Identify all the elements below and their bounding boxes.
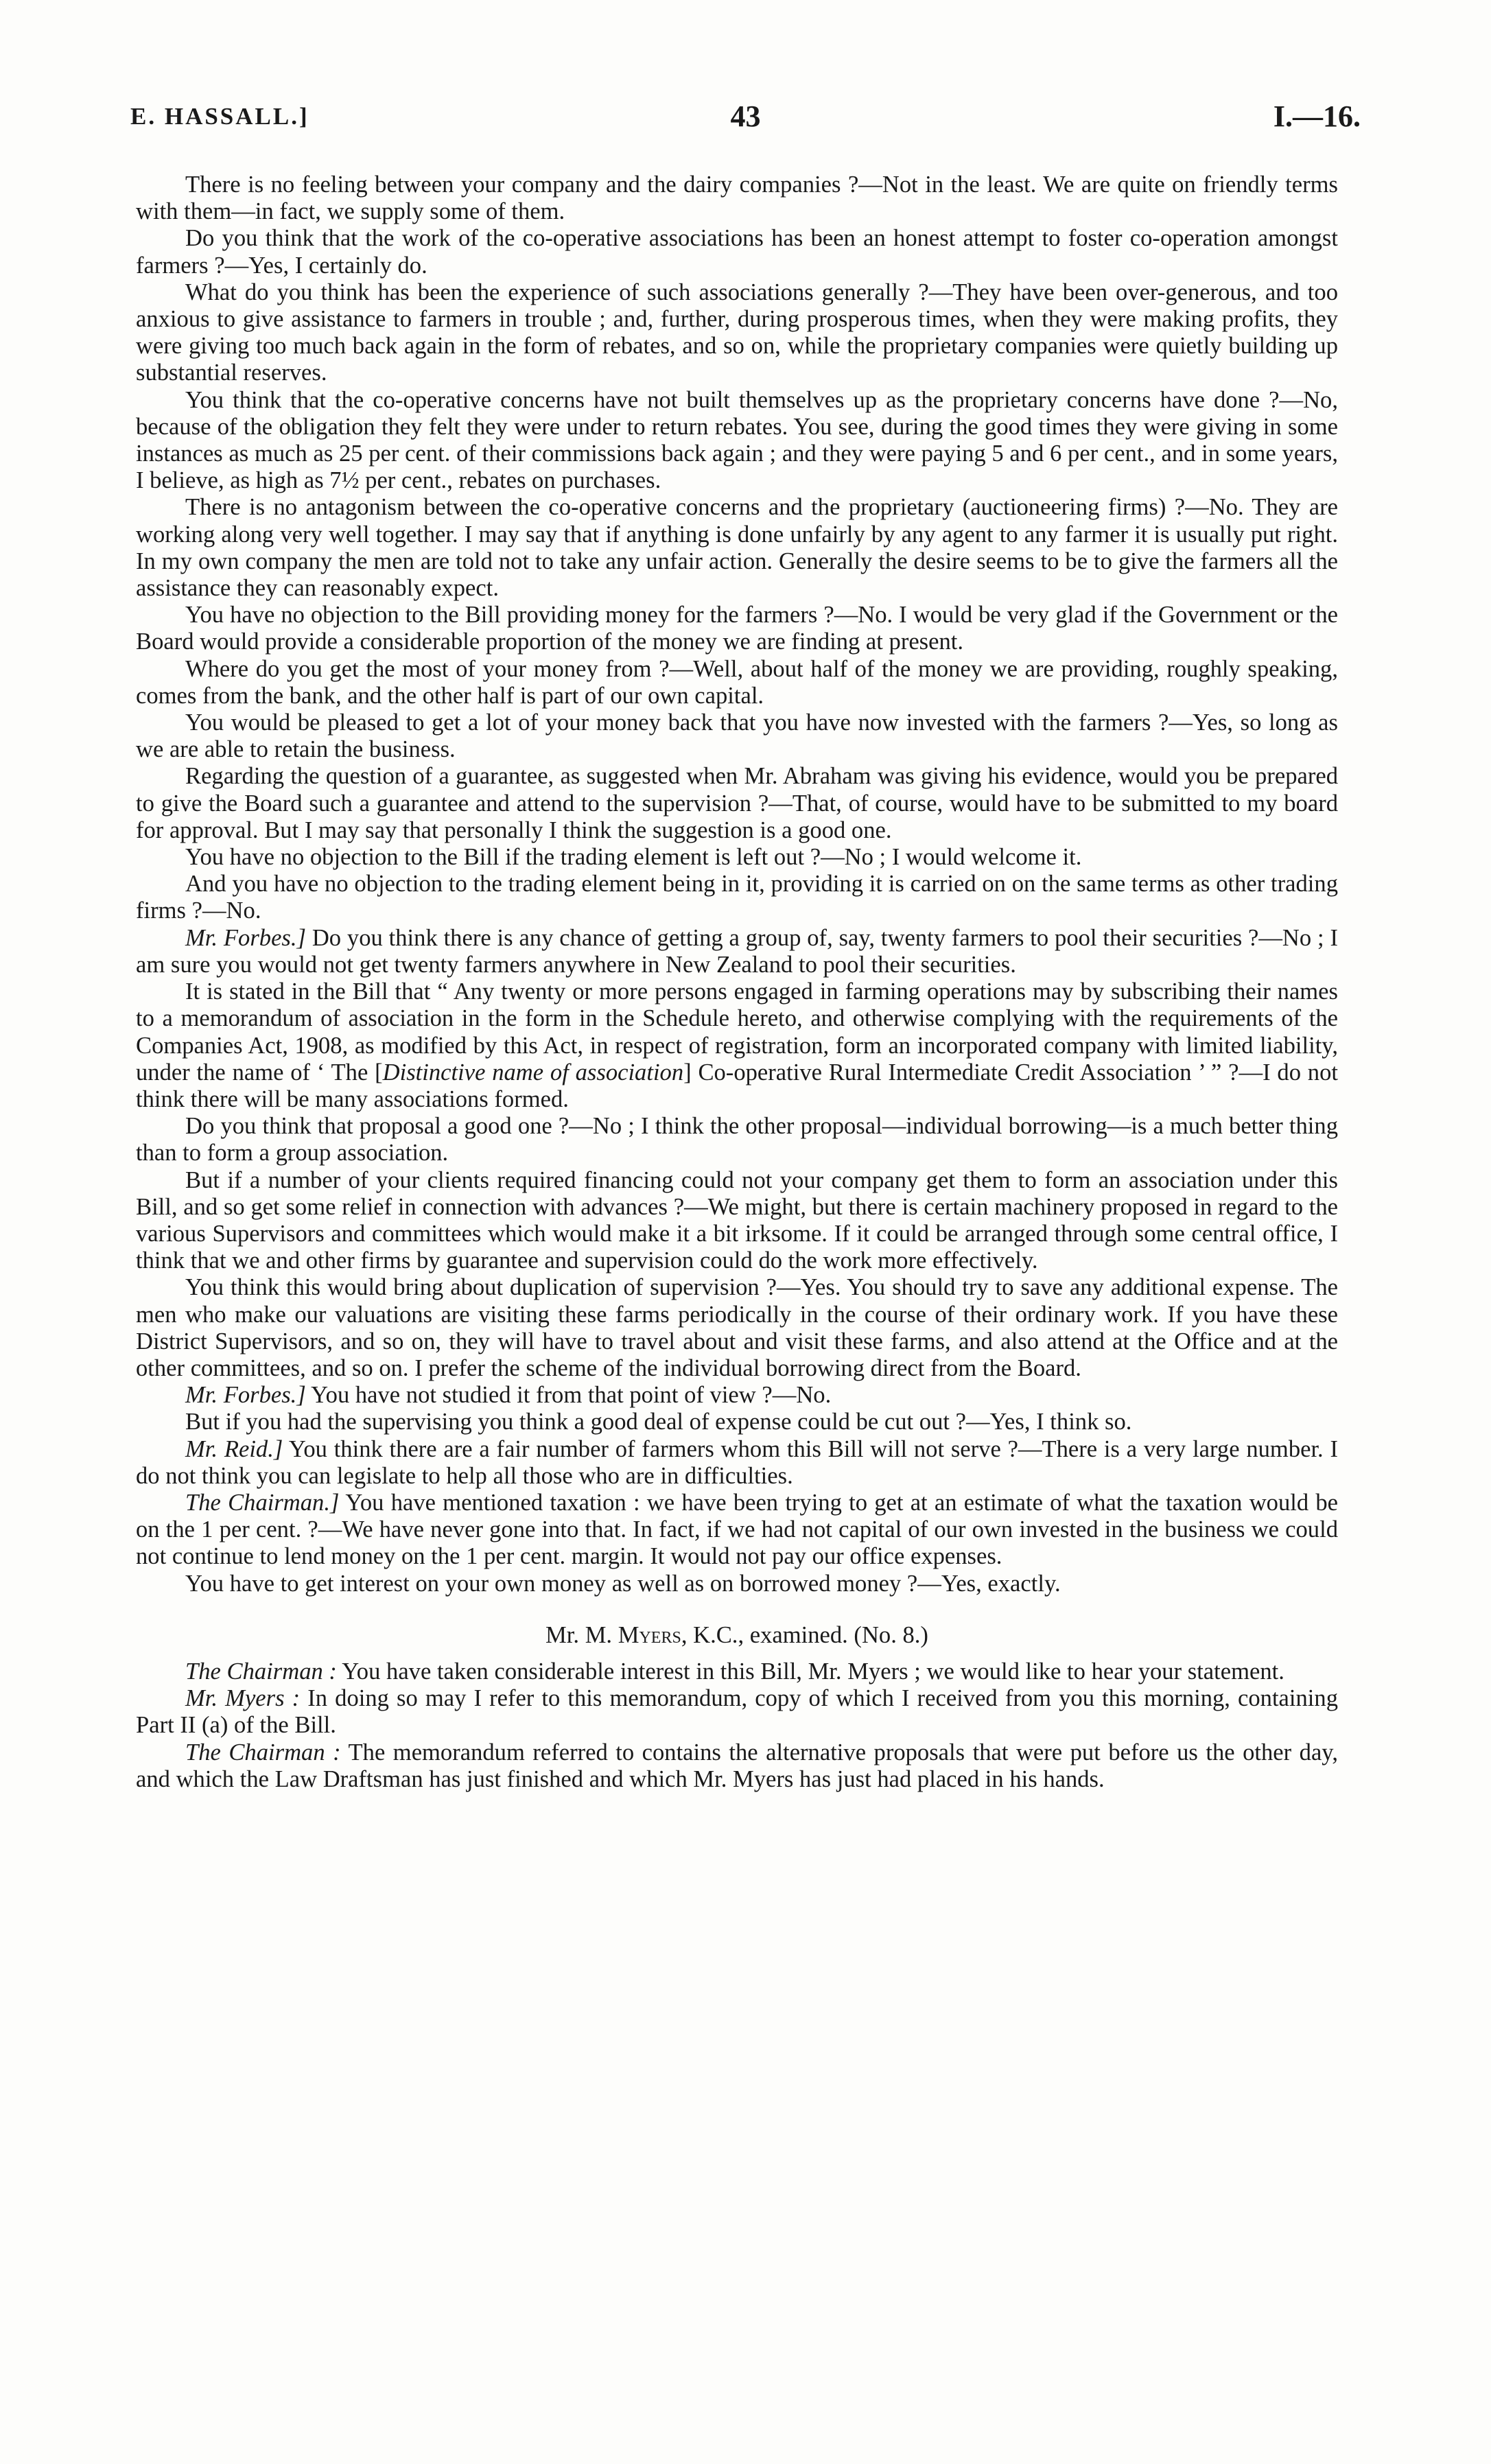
question-paragraph	[136, 1436, 1338, 1490]
paragraph: You think that the co-operative concerns have not built themselves up as the proprietary concerns have done ?—No, because of the obligation they felt they were under to return rebates. You see, during the good times they were giving in some instances as much as 25 per cent. of their commissions back again ; and they were paying 5 and 6 per cent., and in some years, I believe, as high as 7½ per cent., rebates on purchases.	[136, 386, 1338, 494]
question-paragraph	[136, 1382, 1338, 1409]
speaker-label: Mr. Reid.]	[185, 1435, 283, 1462]
page-body	[136, 172, 1338, 1793]
paragraph: Where do you get the most of your money from ?—Well, about half of the money we are providing, roughly speaking, comes from the bank, and the other half is part of our own capital.	[136, 655, 1338, 709]
question-text: The memorandum referred to contains the alternative proposals that were put before us the other day, and which the Law Draftsman has just finished and which Mr. Myers has just had placed in his hands.	[136, 1739, 1338, 1792]
section-heading-suffix: , K.C., examined. (No. 8.)	[681, 1621, 928, 1648]
section-heading-name: Myers	[618, 1621, 681, 1648]
section-heading	[136, 1622, 1338, 1649]
page-header	[130, 99, 1361, 144]
question-text: You think there are a fair number of farmers whom this Bill will not serve ?—There is a very large number. I do not think you can legislate to help all those who are in difficulties.	[136, 1435, 1338, 1489]
question-paragraph	[136, 1685, 1338, 1739]
paragraph: What do you think has been the experience of such associations generally ?—They have been over-generous, and too anxious to give assistance to farmers in trouble ; and, further, during prosperous times, when they were making profits, they were giving too much back again in the form of rebates, and so on, while the proprietary companies were quietly building up substantial reserves.	[136, 279, 1338, 386]
paragraph: But if a number of your clients required financing could not your company get them to form an association under this Bill, and so get some relief in connection with advances ?—We might, but there is certain machinery proposed in regard to the various Supervisors and committees which would make it a bit irksome. If it could be arranged through some central office, I think that we and other firms by guarantee and supervision could do the work more effectively.	[136, 1166, 1338, 1274]
schedule-paragraph	[136, 978, 1338, 1113]
question-text: In doing so may I refer to this memorandum, copy of which I received from you this morning, containing Part II (a) of the Bill.	[136, 1685, 1338, 1739]
paragraph: Do you think that proposal a good one ?—No ; I think the other proposal—individual borrowing—is a much better thing than to form a group association.	[136, 1113, 1338, 1166]
schedule-text-after: ] Co-operative Rural Intermediate Credit Association ’ ” ?—I do not think there will be many associations formed.	[136, 1059, 1338, 1112]
question-text: Do you think there is any chance of getting a group of, say, twenty farmers to pool their securities ?—No ; I am sure you would not get twenty farmers anywhere in New Zealand to pool their securities.	[136, 924, 1338, 978]
question-text: You have taken considerable interest in this Bill, Mr. Myers ; we would like to hear your statement.	[336, 1658, 1284, 1685]
question-text: You have not studied it from that point of view ?—No.	[305, 1382, 832, 1409]
question-paragraph	[136, 1739, 1338, 1793]
paragraph: There is no feeling between your company and the dairy companies ?—Not in the least. We are quite on friendly terms with them—in fact, we supply some of them.	[136, 172, 1338, 225]
question-paragraph	[136, 925, 1338, 978]
speaker-label: The Chairman :	[185, 1739, 341, 1765]
question-paragraph	[136, 1490, 1338, 1571]
question-paragraph	[136, 1658, 1338, 1685]
paragraph: There is no antagonism between the co-operative concerns and the proprietary (auctioneering firms) ?—No. They are working along very well together. I may say that if anything is done unfairly by any agent to any farmer it is usually put right. In my own company the men are told not to take any unfair action. Generally the desire seems to be to give the farmers all the assistance they can reasonably expect.	[136, 494, 1338, 602]
witness-name-header: E. HASSALL.]	[130, 103, 309, 130]
paragraph: Regarding the question of a guarantee, as suggested when Mr. Abraham was giving his evidence, would you be prepared to give the Board such a guarantee and attend to the supervision ?—That, of course, would have to be submitted to my board for approval. But I may say that personally I think the suggestion is a good one.	[136, 763, 1338, 843]
speaker-label: Mr. Forbes.]	[185, 1382, 306, 1409]
section-heading-prefix: Mr. M.	[545, 1621, 618, 1648]
paragraph: You have no objection to the Bill providing money for the farmers ?—No. I would be very glad if the Government or the Board would provide a considerable proportion of the money we are finding at present.	[136, 602, 1338, 655]
schedule-text-before: It is stated in the Bill that “ Any twenty or more persons engaged in farming operations may by subscribing their names to a memorandum of association in the form in the Schedule hereto, and otherwise complying with the requirements of the Companies Act, 1908, as modified by this Act, in respect of registration, form an incorporated company with limited liability, under the name of ‘ The [	[136, 978, 1338, 1086]
question-text: You have mentioned taxation : we have been trying to get at an estimate of what the taxation would be on the 1 per cent. ?—We have never gone into that. In fact, if we had not capital of our own invested in the business we could not continue to lend money on the 1 per cent. margin. It would not pay our office expenses.	[136, 1489, 1338, 1570]
speaker-label: The Chairman :	[185, 1658, 337, 1685]
paragraph: You have to get interest on your own money as well as on borrowed money ?—Yes, exactly.	[185, 1570, 1061, 1597]
paragraph: You have no objection to the Bill if the trading element is left out ?—No ; I would welcome it.	[185, 844, 1082, 871]
speaker-label: The Chairman.]	[185, 1489, 340, 1516]
document-reference: I.—16.	[1273, 99, 1361, 133]
speaker-label: Mr. Myers :	[185, 1685, 301, 1712]
speaker-label: Mr. Forbes.]	[185, 924, 306, 951]
paragraph: You would be pleased to get a lot of your money back that you have now invested with the farmers ?—Yes, so long as we are able to retain the business.	[136, 709, 1338, 763]
paragraph: And you have no objection to the trading element being in it, providing it is carried on on the same terms as other trading firms ?—No.	[136, 871, 1338, 924]
paragraph: You think this would bring about duplication of supervision ?—Yes. You should try to save any additional expense. The men who make our valuations are visiting these farms periodically in the course of their ordinary work. If you have these District Supervisors, and so on, they will have to travel about and visit these farms, and also attend at the Office and at the other committees, and so on. I prefer the scheme of the individual borrowing direct from the Board.	[136, 1274, 1338, 1381]
schedule-italic-text: Distinctive name of association	[382, 1059, 684, 1086]
paragraph: Do you think that the work of the co-operative associations has been an honest attempt to foster co-operation amongst farmers ?—Yes, I certainly do.	[136, 225, 1338, 279]
paragraph: But if you had the supervising you think a good deal of expense could be cut out ?—Yes, I think so.	[185, 1409, 1132, 1435]
page-number: 43	[730, 99, 761, 133]
